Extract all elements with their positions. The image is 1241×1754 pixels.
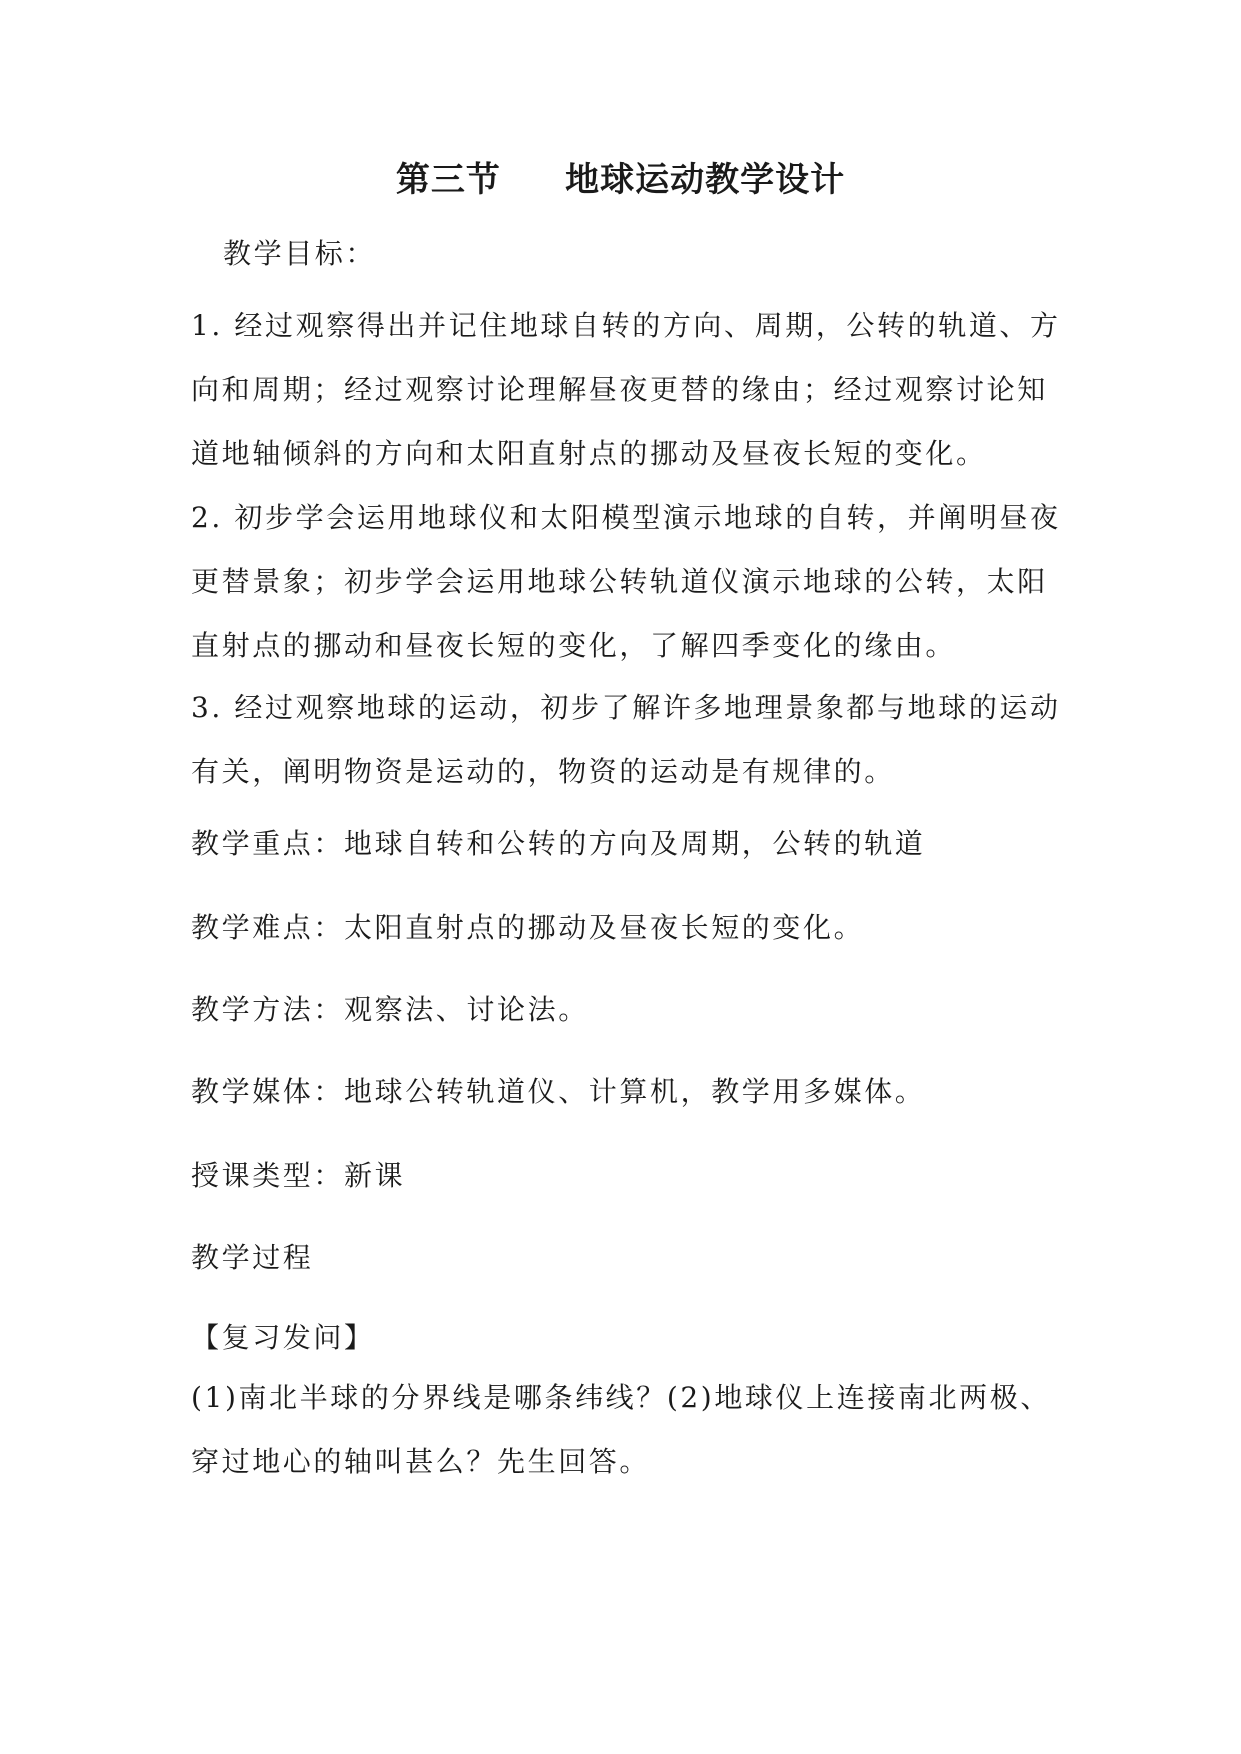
document-title: 第三节 地球运动教学设计 [395, 160, 846, 200]
teaching-methods: 教学方法：观察法、讨论法。 [191, 993, 589, 1026]
objective-1: 1. 经过观察得出并记住地球自转的方向、周期，公转的轨道、方向和周期；经过观察讨论理解昼夜更替的缘由；经过观察讨论知道地轴倾斜的方向和太阳直射点的挪动及昼夜长短的变化。 [191, 309, 1061, 470]
key-points: 教学重点：地球自转和公转的方向及周期，公转的轨道 [191, 827, 926, 860]
objectives-heading: 教学目标： [223, 237, 377, 270]
process-heading: 教学过程 [191, 1241, 314, 1274]
objective-2: 2. 初步学会运用地球仪和太阳模型演示地球的自转，并阐明昼夜更替景象；初步学会运用地球公转轨道仪演示地球的公转，太阳直射点的挪动和昼夜长短的变化，了解四季变化的缘由。 [191, 501, 1061, 662]
review-questions: (1)南北半球的分界线是哪条纬线？(2)地球仪上连接南北两极、穿过地心的轴叫甚么？先生回答。 [191, 1381, 1051, 1478]
teaching-media: 教学媒体：地球公转轨道仪、计算机，教学用多媒体。 [191, 1075, 926, 1108]
difficulties: 教学难点：太阳直射点的挪动及昼夜长短的变化。 [191, 911, 865, 944]
lesson-type: 授课类型：新课 [191, 1159, 406, 1192]
objective-3: 3. 经过观察地球的运动，初步了解许多地理景象都与地球的运动有关，阐明物资是运动的，物资的运动是有规律的。 [191, 691, 1061, 788]
review-heading: 【复习发问】 [191, 1321, 375, 1354]
